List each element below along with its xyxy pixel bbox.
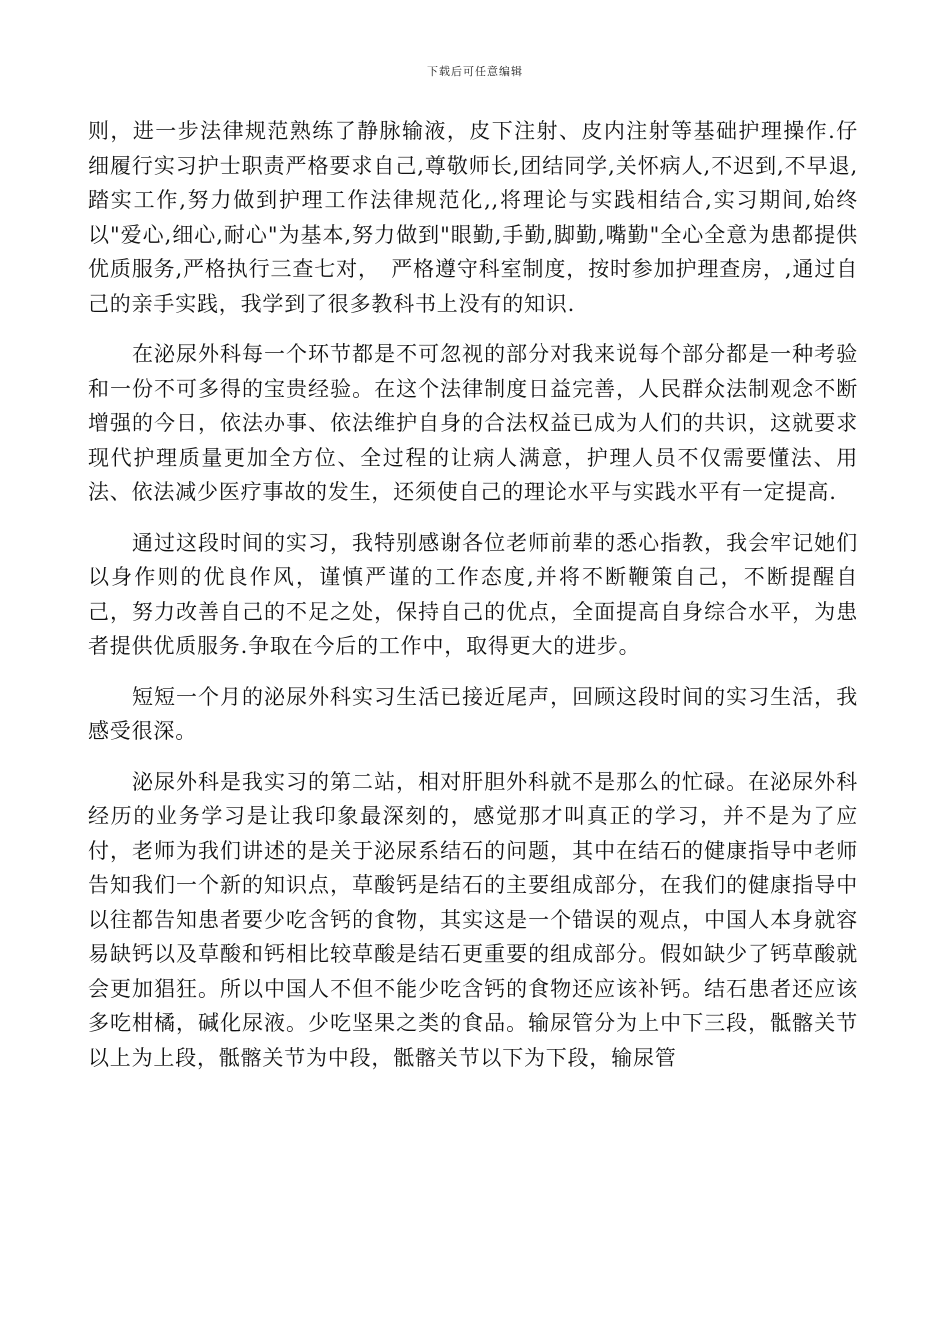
paragraph: 在泌尿外科每一个环节都是不可忽视的部分对我来说每个部分都是一种考验和一份不可多得的宝贵经验。在这个法律制度日益完善，人民群众法制观念不断增强的今日，依法办事、依法维护自身的合法权益已成为人们的共识，这就要求现代护理质量更加全方位、全过程的让病人满意，护理人员不仅需要懂法、用法、依法减少医疗事故的发生，还须使自己的理论水平与实践水平有一定提高. <box>88 342 858 504</box>
page-header: 下载后可任意编辑 <box>427 65 523 78</box>
document-body <box>88 114 858 1075</box>
paragraph-continued: 则，进一步法律规范熟练了静脉输液，皮下注射、皮内注射等基础护理操作.仔细履行实习护士职责严格要求自己,尊敬师长,团结同学,关怀病人,不迟到,不早退,踏实工作,努力做到护理工作法律规范化,,将理论与实践相结合,实习期间,始终以"爱心,细心,耐心"为基本,努力做到"眼勤,手勤,脚勤,嘴勤"全心全意为患都提供优质服务,严格执行三查七对， 严格遵守科室制度，按时参加护理查房，,通过自己的亲手实践，我学到了很多教科书上没有的知识. <box>88 119 858 316</box>
paragraph: 泌尿外科是我实习的第二站，相对肝胆外科就不是那么的忙碌。在泌尿外科经历的业务学习是让我印象最深刻的，感觉那才叫真正的学习，并不是为了应付，老师为我们讲述的是关于泌尿系结石的问题，其中在结石的健康指导中老师告知我们一个新的知识点，草酸钙是结石的主要组成部分，在我们的健康指导中以往都告知患者要少吃含钙的食物，其实这是一个错误的观点，中国人本身就容易缺钙以及草酸和钙相比较草酸是结石更重要的组成部分。假如缺少了钙草酸就会更加猖狂。所以中国人不但不能少吃含钙的食物还应该补钙。结石患者还应该多吃柑橘，碱化尿液。少吃坚果之类的食品。输尿管分为上中下三段，骶髂关节以上为上段，骶髂关节为中段，骶髂关节以下为下段，输尿管 <box>88 769 858 1070</box>
paragraph: 短短一个月的泌尿外科实习生活已接近尾声，回顾这段时间的实习生活，我感受很深。 <box>88 684 858 743</box>
paragraph: 通过这段时间的实习，我特别感谢各位老师前辈的悉心指教，我会牢记她们以身作则的优良作风，谨慎严谨的工作态度,并将不断鞭策自己，不断提醒自己，努力改善自己的不足之处，保持自己的优点，全面提高自身综合水平，为患者提供优质服务.争取在今后的工作中，取得更大的进步。 <box>88 530 858 658</box>
